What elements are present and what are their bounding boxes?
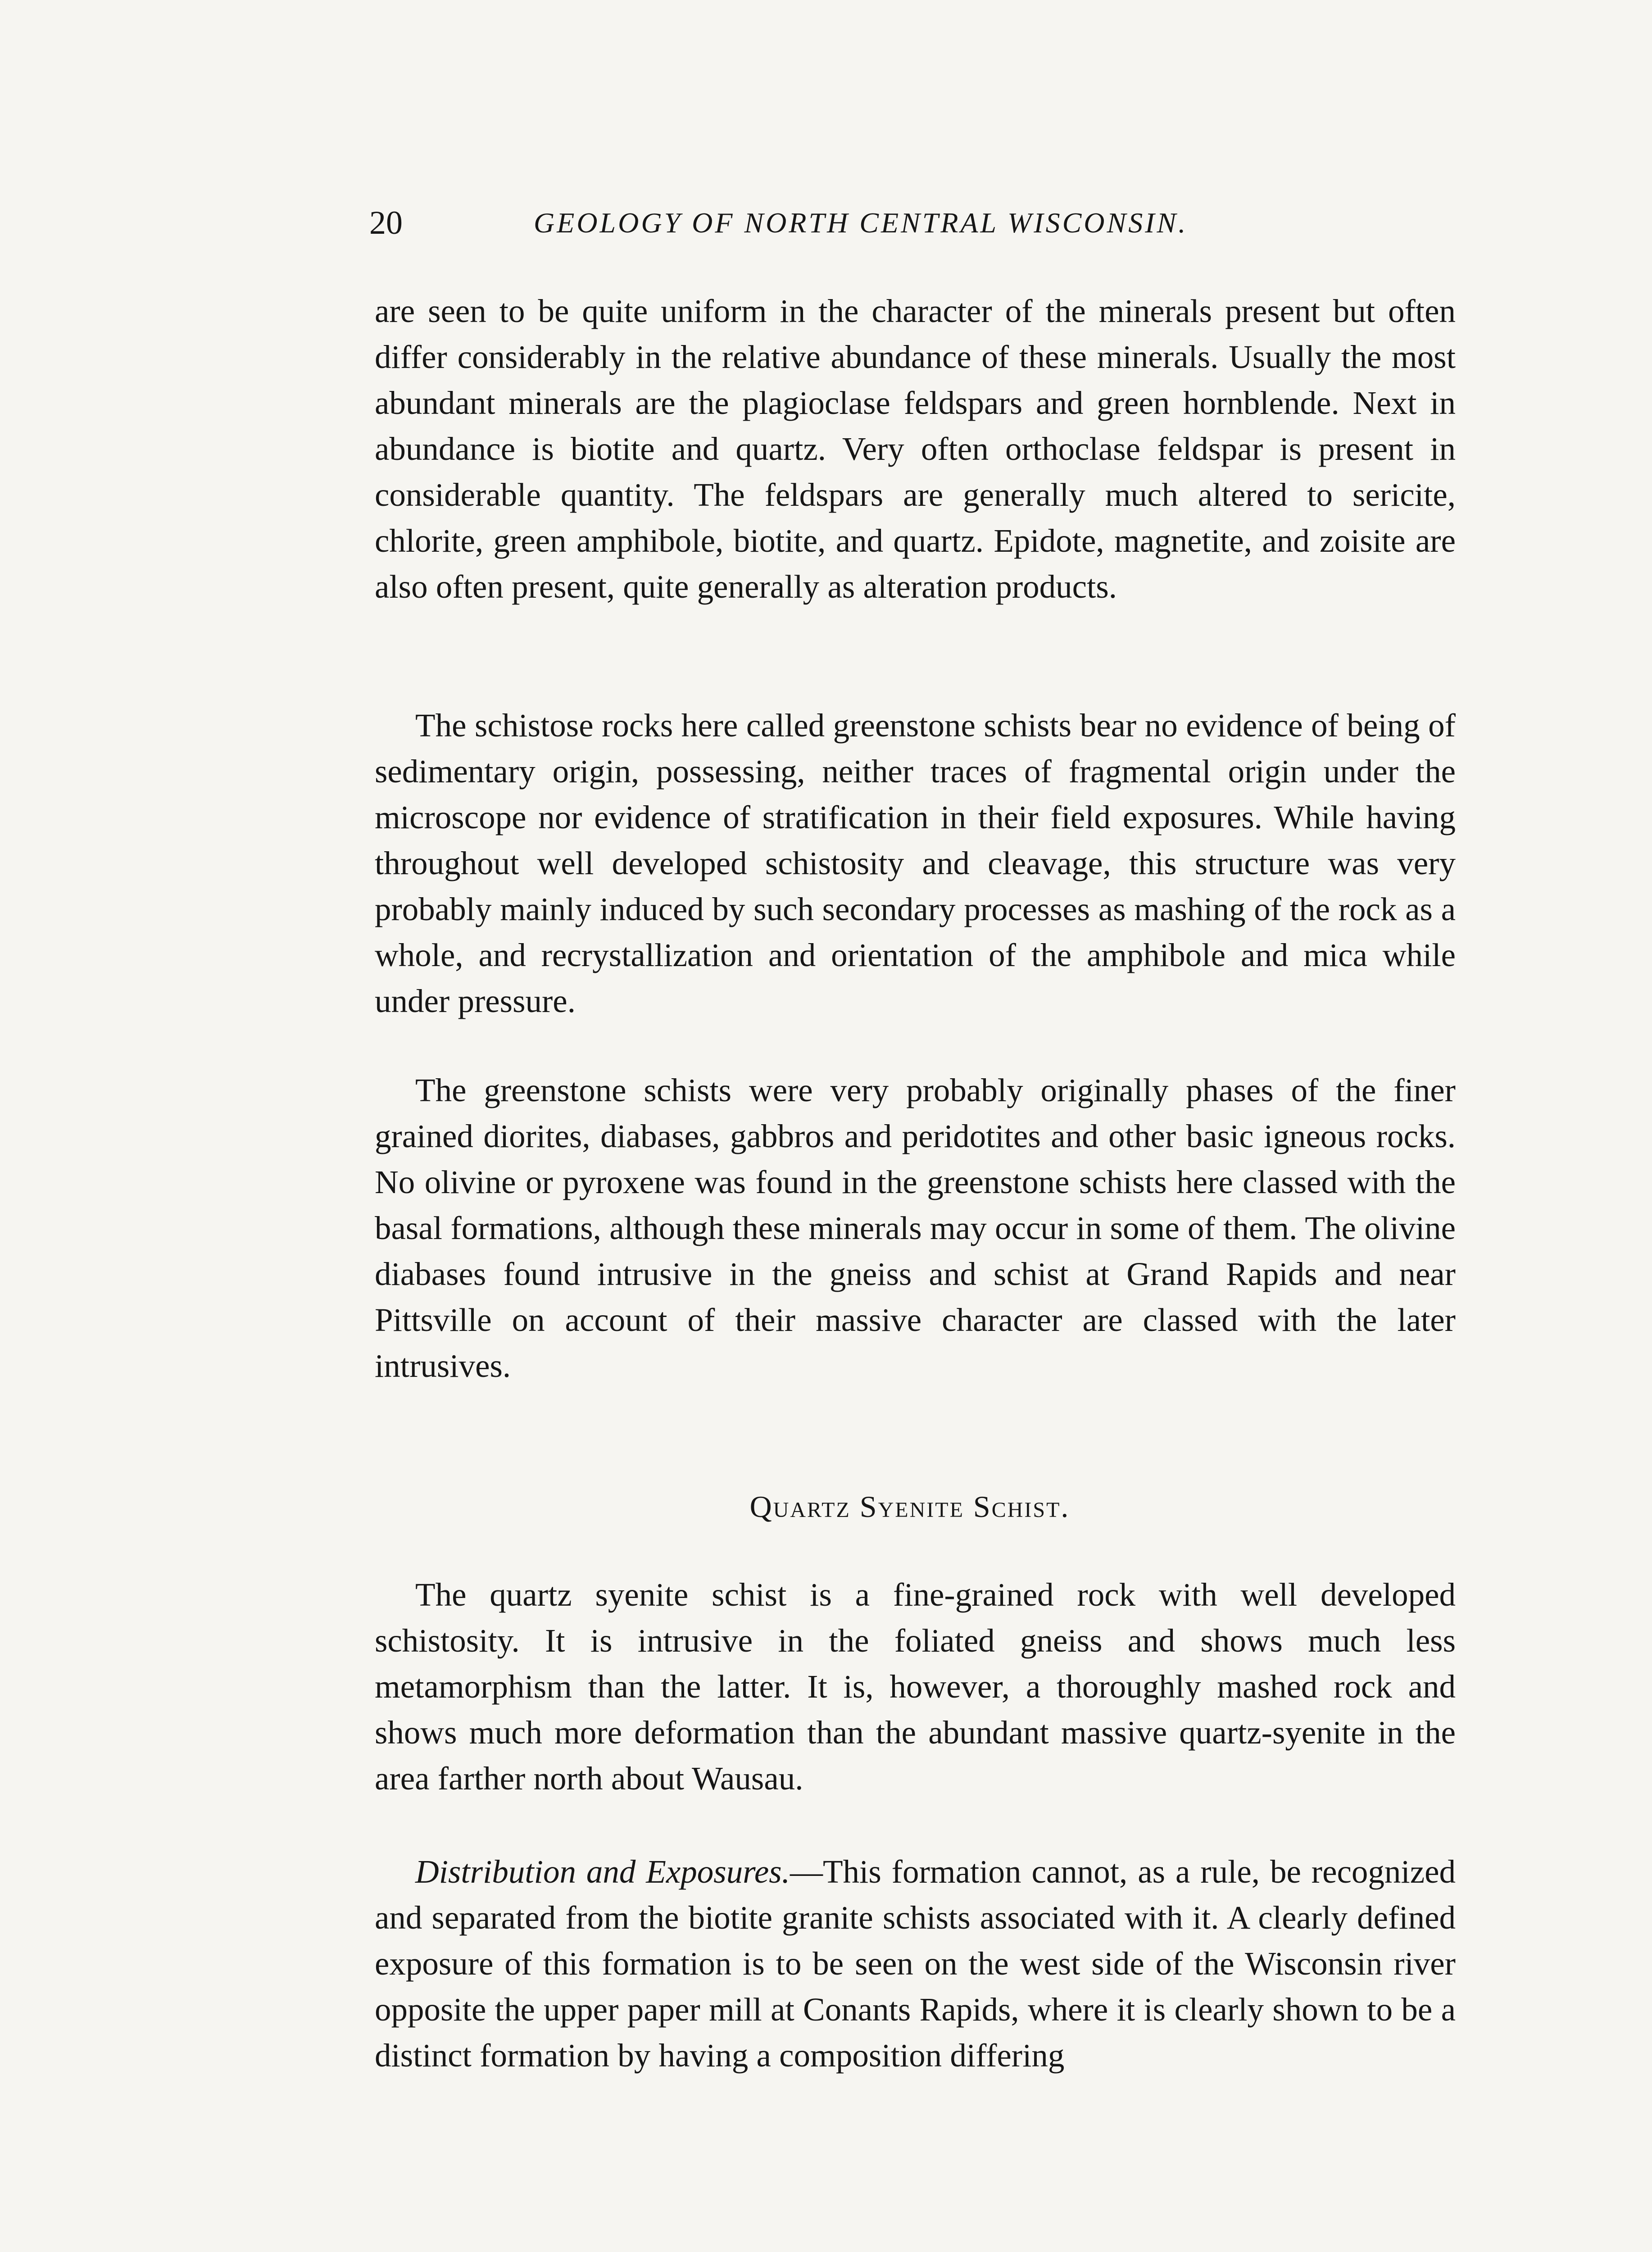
paragraph-text: are seen to be quite uniform in the character of the minerals present but often differ considerably in the relative abundance of these minerals. Usually the most abundant minerals are the plagioclase feldspars and green hornblende. Next in abundance is biotite and quartz. Very often orthoclase feldspar is present in considerable quantity. The feldspars are generally much altered to sericite, chlorite, green amphibole, biotite, and quartz. Epidote, magnetite, and zoisite are also often present, quite generally as alteration products.	[375, 293, 1456, 605]
paragraph-quartz-syenite	[375, 1572, 1456, 1802]
paragraph-text: The quartz syenite schist is a fine-grained rock with well developed schistosity. It is intrusive in the foliated gneiss and shows much less metamorphism than the latter. It is, however, a thoroughly mashed rock and shows much more deformation than the abundant massive quartz-syenite in the area farther north about Wausau.	[375, 1576, 1456, 1797]
running-header	[369, 198, 1450, 248]
em-dash: —	[790, 1853, 823, 1890]
run-in-heading: Distribution and Exposures.	[415, 1853, 790, 1890]
page-number: 20	[369, 204, 403, 241]
paragraph-text: The greenstone schists were very probably originally phases of the finer grained diorites, diabases, gabbros and peridotites and other basic igneous rocks. No olivine or pyroxene was found in the greenstone schists here classed with the basal formations, although these minerals may occur in some of them. The olivine diabases found intrusive in the gneiss and schist at Grand Rapids and near Pittsville on account of their massive character are classed with the later intrusives.	[375, 1072, 1456, 1384]
paragraph-text: The schistose rocks here called greenstone schists bear no evidence of being of sedimentary origin, possessing, neither traces of fragmental origin under the microscope nor evidence of stratification in their field exposures. While having throughout well developed schistosity and cleavage, this structure was very probably mainly induced by such secondary processes as mashing of the rock as a whole, and recrystallization and orientation of the amphibole and mica while under pressure.	[375, 707, 1456, 1019]
paragraph-greenstone-origin	[375, 703, 1456, 1024]
paragraph-distribution	[375, 1849, 1456, 2079]
paragraph-greenstone-phases	[375, 1067, 1456, 1389]
paragraph-body: This formation cannot, as a rule, be recognized and separated from the biotite granite schists associated with it. A clearly defined exposure of this formation is to be seen on the west side of the Wisconsin river opposite the upper paper mill at Conants Rapids, where it is clearly shown to be a distinct formation by having a composition differing	[375, 1853, 1456, 2074]
paragraph-continued	[375, 288, 1456, 610]
running-title: GEOLOGY OF NORTH CENTRAL WISCONSIN.	[534, 207, 1188, 239]
section-heading: Quartz Syenite Schist.	[749, 1489, 1070, 1524]
paragraph-text	[375, 1849, 1456, 2079]
